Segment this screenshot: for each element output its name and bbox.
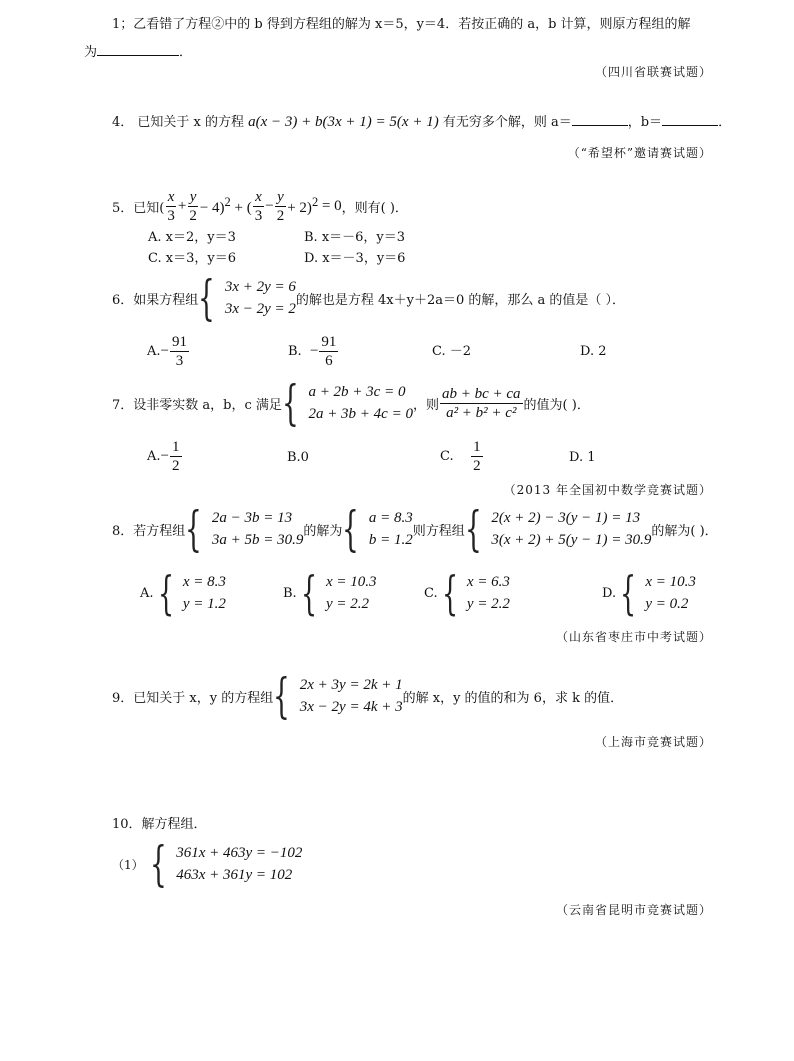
q8-brace-3: { [464,501,482,557]
q5-option-c[interactable]: C. x＝3，y＝6 [148,251,236,266]
q7-eq2: 2a + 3b + 4c = 0 [308,406,413,422]
q6-option-c[interactable]: C. －2 [432,344,472,359]
q5-suffix: ，则有( )． [341,200,408,216]
q10-part-label: （1） [112,857,144,872]
q8-line [112,501,718,557]
q8-prefix: 8．若方程组 [112,523,186,539]
q10-source: （云南省昆明市竞赛试题） [555,903,712,917]
q6-suffix: 的解也是方程 4x＋y＋2a＝0 的解，那么 a 的值是（ ）． [295,292,626,308]
q8-system-3: 2(x + 2) − 3(y − 1) = 13 3(x + 2) + 5(y − 1) = 30.9 [491,510,652,548]
q6-option-a[interactable]: A. − $\frac{91}{3}$ [147,334,187,369]
q7-option-b[interactable]: B.0 [287,450,309,465]
q8-system-2: a = 8.3 b = 1.2 [368,510,413,548]
q9-prefix: 9．已知关于 x，y 的方程组 [112,690,274,706]
q8-option-d[interactable]: D. { x = 10.3 y = 0.2 [602,566,696,620]
q7-eq1: a + 2b + 3c = 0 [308,384,406,400]
q6-eq2: 3x − 2y = 2 [224,301,296,317]
q5-expr-end: = 0 [321,197,342,214]
q6-brace: { [198,270,216,326]
q8-source: （山东省枣庄市中考试题） [555,630,712,644]
q3-line2-suffix: ． [179,45,193,60]
q10-part1 [112,836,303,892]
q4-middle: 有无穷多个解，则 a＝ [442,115,572,130]
q5-prefix: 5．已知( [112,200,165,216]
q7-line [112,375,590,431]
q8-system-1: 2a − 3b = 13 3a + 5b = 30.9 [211,510,304,548]
q7-source: （2013 年全国初中数学竞赛试题） [503,483,712,497]
q7-option-a[interactable]: A. − $\frac{1}{2}$ [147,439,180,474]
q7-fraction: $\frac{ab + bc + ca}{\text{a² + b² + c²}}$ [441,385,521,421]
q5-option-a[interactable]: A. x＝2，y＝3 [148,230,236,245]
q9-line [112,668,624,724]
q4-prefix: 4． 已知关于 x 的方程 [112,115,244,130]
q4-line [112,113,731,131]
q4-a-blank[interactable] [572,113,628,126]
q10-system: 361x + 463y = −102 463x + 361y = 102 [176,845,303,883]
q4-end: ． [718,115,732,130]
q8-suffix: 的解为( )． [651,523,718,539]
q7-brace: { [281,375,299,431]
q10-brace: { [149,836,167,892]
q7-mid: ，则 [412,397,439,413]
q3-line2-prefix: 为 [84,45,98,60]
q5-line: 5．已知( $\frac{x}{3}$ + $\frac{y}{2}$ − 4)$^2$ + ( $\frac{x}{3}$ − $\frac{y}{2}$ + 2)$^2$ = 0 ，则有( )． [112,188,408,224]
q9-source: （上海市竞赛试题） [594,735,712,749]
q8-brace-2: { [342,501,360,557]
q9-suffix: 的解 x，y 的值的和为 6，求 k 的值． [402,690,624,706]
q7-suffix: 的值为( )． [523,397,590,413]
q8-option-b[interactable]: B. { x = 10.3 y = 2.2 [283,566,377,620]
q6-prefix: 6．如果方程组 [112,292,199,308]
q4-equation: a(x − 3) + b(3x + 1) = 5(x + 1) [248,114,439,130]
q4-b-blank[interactable] [662,113,718,126]
q9-system: 2x + 3y = 2k + 1 3x − 2y = 4k + 3 [299,677,403,715]
q7-prefix: 7．设非零实数 a，b，c 满足 [112,397,282,413]
q7-option-c[interactable]: C. $\frac{1}{2}$ [440,439,481,474]
q6-option-d[interactable]: D. 2 [580,344,607,359]
q5-frac-x3b: $\frac{x}{3}$ [254,188,263,224]
q4-source: （“希望杯”邀请赛试题） [567,146,712,160]
q4-b-label: ，b＝ [627,115,663,130]
q9-brace: { [273,668,291,724]
q7-option-d[interactable]: D. 1 [569,450,596,465]
q6-system [225,276,296,320]
q3-line2 [84,43,192,61]
q8-brace-1: { [185,501,203,557]
q6-option-b[interactable]: B. − $\frac{91}{6}$ [288,334,337,369]
q3-line1: 1；乙看错了方程②中的 b 得到方程组的解为 x＝5，y＝4．若按正确的 a，b 计算，则原方程组的解 [112,17,691,32]
q3-source: （四川省联赛试题） [594,65,712,79]
q5-option-b[interactable]: B. x＝－6，y＝3 [304,230,406,245]
q5-frac-x3: $\frac{x}{3}$ [167,188,175,224]
q5-option-d[interactable]: D. x＝－3，y＝6 [304,251,406,266]
q8-mid2: 则方程组 [412,523,465,539]
q10-title: 10．解方程组． [112,817,207,832]
q3-answer-blank[interactable] [97,43,179,56]
q7-system [308,381,413,425]
q8-option-c[interactable]: C. { x = 6.3 y = 2.2 [424,566,510,620]
q6-eq1: 3x + 2y = 6 [224,279,296,295]
q8-option-a[interactable]: A. { x = 8.3 y = 1.2 [140,566,226,620]
q6-line [112,270,626,326]
q8-mid1: 的解为 [303,523,343,539]
q5-frac-y2b: $\frac{y}{2}$ [276,188,285,224]
q5-frac-y2: $\frac{y}{2}$ [189,188,197,224]
